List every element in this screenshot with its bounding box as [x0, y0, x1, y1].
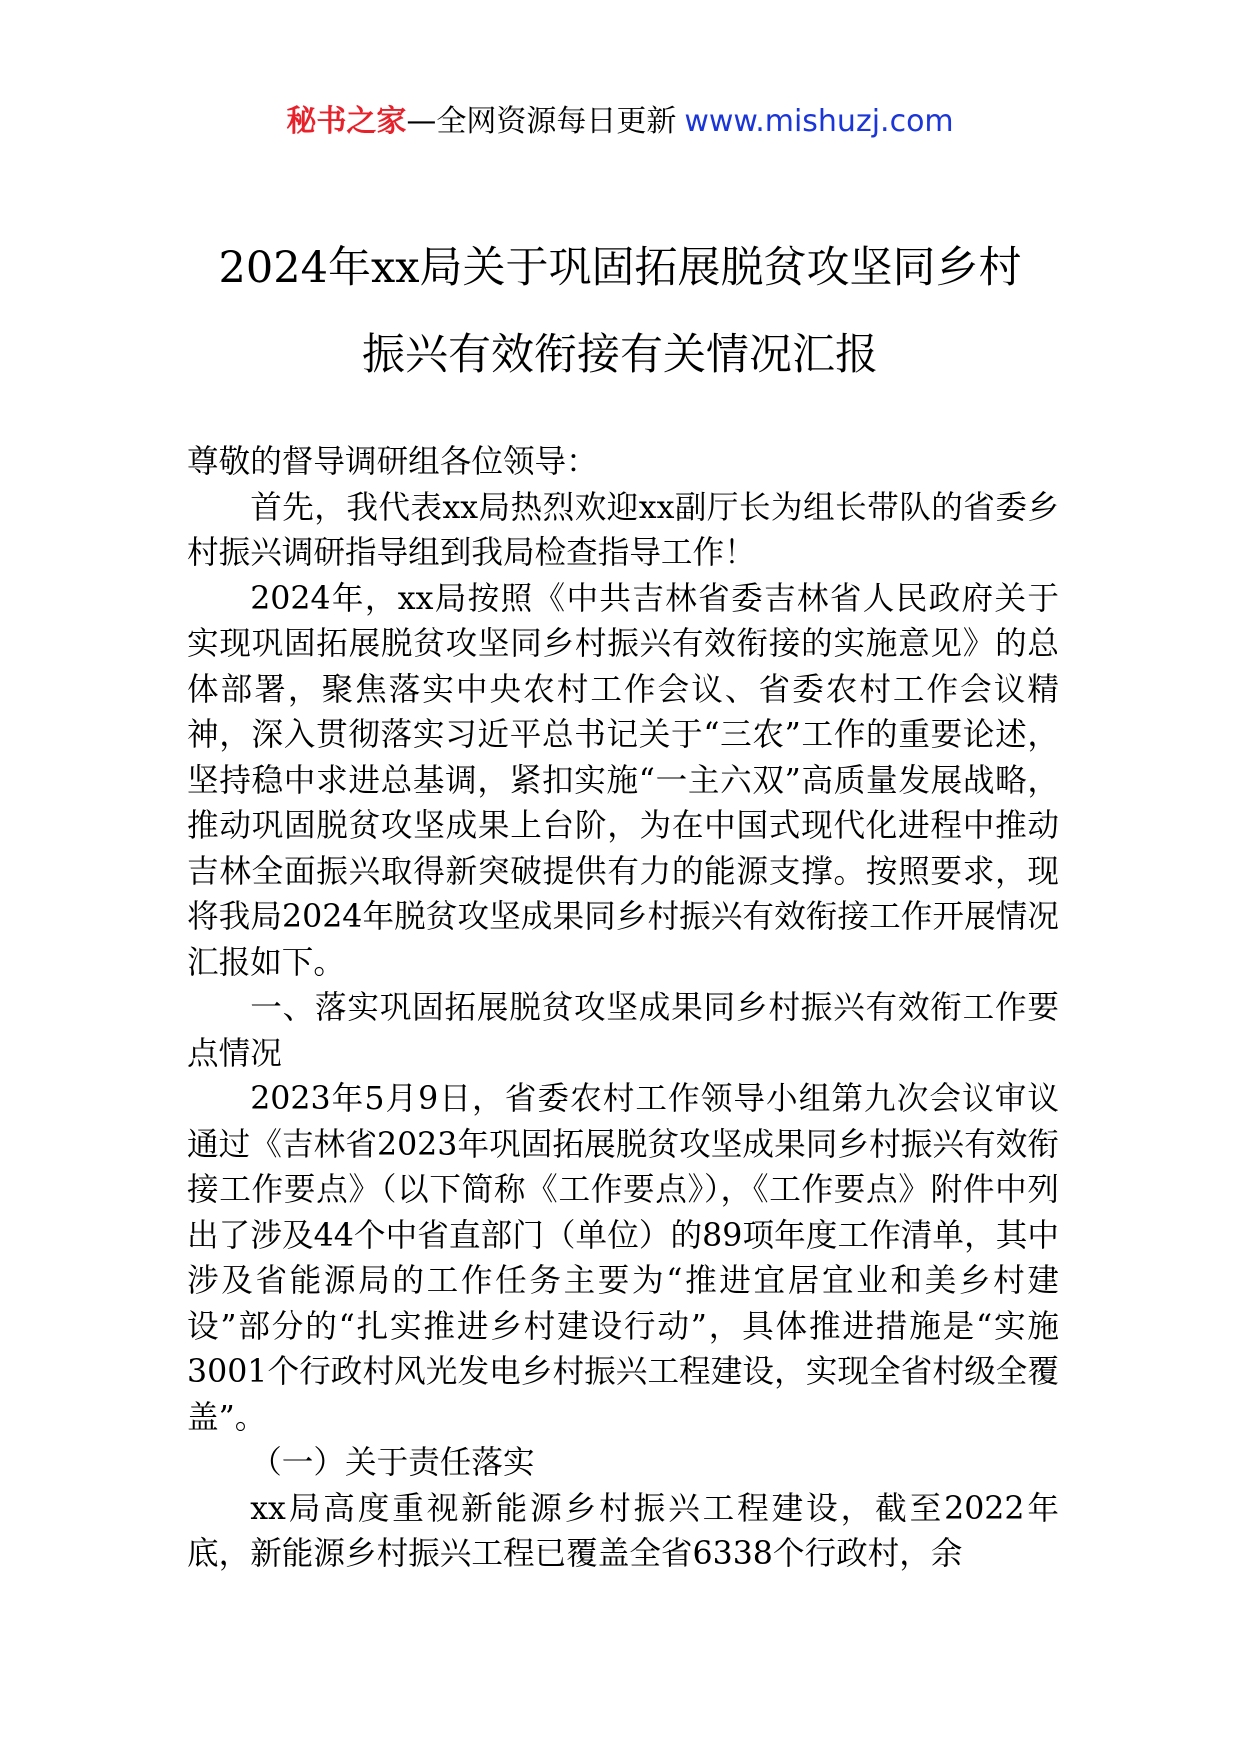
salutation: 尊敬的督导调研组各位领导： — [187, 444, 598, 480]
subsection-heading-1: （一）关于责任落实 — [250, 1445, 535, 1481]
document-title-line-1: 2024年xx局关于巩固拓展脱贫攻坚同乡村 — [218, 243, 1022, 293]
paragraph-overview: 2024年，xx局按照《中共吉林省委吉林省人民政府关于实现巩固拓展脱贫攻坚同乡村振兴有效衔接的实施意见》的总体部署，聚焦落实中央农村工作会议、省委农村工作会议精神，深入贯彻落实习近平总书记关于“三农”工作的重要论述，坚持稳中求进总基调，紧扣实施“一主六双”高质量发展战略，推动巩固脱贫攻坚成果上台阶，为在中国式现代化进程中推动吉林全面振兴取得新突破提供有力的能源支撑。按照要求，现将我局2024年脱贫攻坚成果同乡村振兴有效衔接工作开展情况汇报如下。 — [187, 580, 1059, 981]
paragraph-responsibility: xx局高度重视新能源乡村振兴工程建设，截至2022年底，新能源乡村振兴工程已覆盖全省6338个行政村，余 — [187, 1490, 1059, 1572]
site-brand: 秘书之家 — [286, 104, 407, 139]
section-heading-1: 一、落实巩固拓展脱贫攻坚成果同乡村振兴有效衔工作要点情况 — [187, 990, 1059, 1072]
site-tagline: —全网资源每日更新 — [406, 104, 677, 139]
site-url-link[interactable]: www.mishuzj.com — [684, 104, 954, 139]
document-title-line-2: 振兴有效衔接有关情况汇报 — [362, 330, 878, 380]
paragraph-welcome: 首先，我代表xx局热烈欢迎xx副厅长为组长带队的省委乡村振兴调研指导组到我局检查指导工作！ — [187, 489, 1059, 571]
document-body — [187, 440, 1059, 1578]
site-header — [0, 102, 1240, 142]
document-title — [150, 225, 1090, 399]
paragraph-work-points: 2023年5月9日，省委农村工作领导小组第九次会议审议通过《吉林省2023年巩固拓展脱贫攻坚成果同乡村振兴有效衔接工作要点》（以下简称《工作要点》），《工作要点》附件中列出了涉及44个中省直部门（单位）的89项年度工作清单，其中涉及省能源局的工作任务主要为“推进宜居宜业和美乡村建设”部分的“扎实推进乡村建设行动”，具体推进措施是“实施3001个行政村风光发电乡村振兴工程建设，实现全省村级全覆盖”。 — [187, 1081, 1059, 1436]
